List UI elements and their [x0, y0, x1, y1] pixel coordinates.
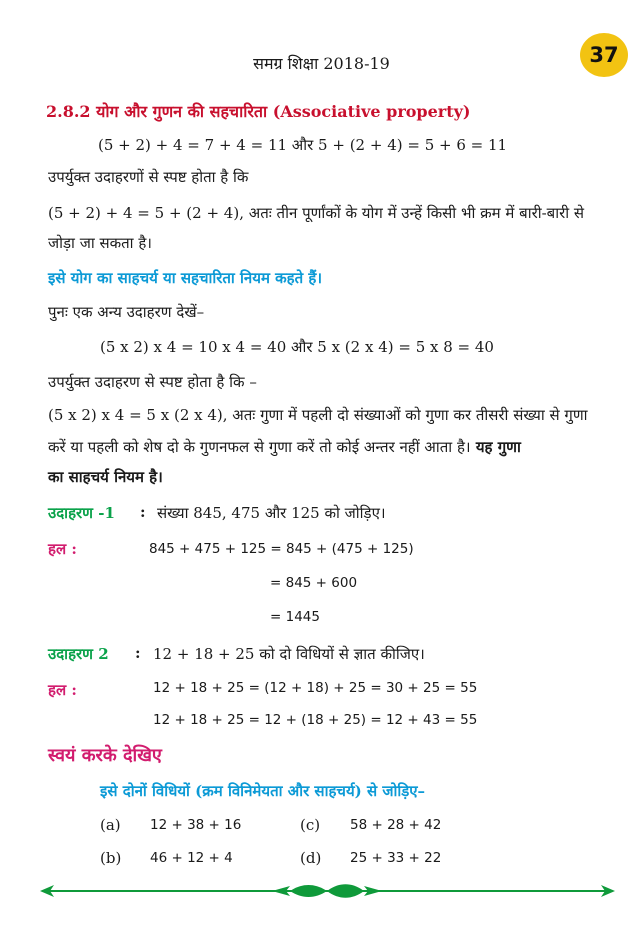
paragraph-line	[48, 437, 521, 457]
solution-label: हल :	[48, 540, 77, 558]
solution-label: हल :	[48, 681, 77, 699]
solution-step: 12 + 18 + 25 = 12 + (18 + 25) = 12 + 43 = 55	[153, 712, 478, 728]
multiplication-associative-rule: का साहचर्य नियम है।	[48, 468, 163, 486]
exercise-label: (c)	[300, 816, 321, 834]
solution-step: 12 + 18 + 25 = (12 + 18) + 25 = 30 + 25 = 55	[153, 680, 478, 696]
multiplication-rule-start: यह गुणा	[470, 438, 521, 456]
paragraph-line: उपर्युक्त उदाहरणों से स्पष्ट होता है कि	[48, 168, 249, 186]
practice-instruction: इसे दोनों विधियों (क्रम विनिमेयता और साहचर्य) से जोड़िए–	[100, 782, 426, 800]
page-number-badge: 37	[580, 33, 628, 77]
example-1-text: संख्या 845, 475 और 125 को जोड़िए।	[157, 504, 386, 522]
section-heading: 2.8.2 योग और गुणन की सहचारिता (Associative property)	[46, 102, 471, 121]
solution-step: = 845 + 600	[270, 575, 358, 591]
exercise-expression: 12 + 38 + 16	[150, 817, 242, 833]
practice-heading: स्वयं करके देखिए	[48, 745, 162, 766]
exercise-expression: 46 + 12 + 4	[150, 850, 233, 866]
solution-step: = 1445	[270, 609, 320, 625]
exercise-label: (b)	[100, 849, 122, 867]
paragraph-line: जोड़ा जा सकता है।	[48, 234, 152, 252]
exercise-label: (a)	[100, 816, 121, 834]
equation-multiplication: (5 x 2) x 4 = 10 x 4 = 40 और 5 x (2 x 4) = 5 x 8 = 40	[100, 338, 494, 356]
exercise-expression: 25 + 33 + 22	[350, 850, 442, 866]
example-colon: :	[140, 503, 146, 521]
example-2-label: उदाहरण 2	[48, 645, 109, 663]
paragraph-line: (5 + 2) + 4 = 5 + (2 + 4), अतः तीन पूर्णांकों के योग में उन्हें किसी भी क्रम में बारी-बारी से	[48, 204, 585, 222]
addition-associative-rule: इसे योग का साहचर्य या सहचारिता नियम कहते हैं।	[48, 269, 323, 287]
example-2-text: 12 + 18 + 25 को दो विधियों से ज्ञात कीजिए।	[153, 645, 425, 663]
decorative-divider	[40, 876, 615, 906]
solution-step: 845 + 475 + 125 = 845 + (475 + 125)	[149, 541, 414, 557]
exercise-expression: 58 + 28 + 42	[350, 817, 442, 833]
example-colon: :	[135, 644, 141, 662]
header-title: समग्र शिक्षा 2018-19	[253, 54, 390, 73]
paragraph-line: पुनः एक अन्य उदाहरण देखें–	[48, 303, 205, 321]
paragraph-line: (5 x 2) x 4 = 5 x (2 x 4), अतः गुणा में पहली दो संख्याओं को गुणा कर तीसरी संख्या से गुणा	[48, 406, 588, 424]
example-1-label: उदाहरण -1	[48, 504, 115, 522]
equation-addition: (5 + 2) + 4 = 7 + 4 = 11 और 5 + (2 + 4) = 5 + 6 = 11	[98, 136, 508, 154]
paragraph-line: उपर्युक्त उदाहरण से स्पष्ट होता है कि –	[48, 373, 257, 391]
paragraph-text: करें या पहली को शेष दो के गुणनफल से गुणा करें तो कोई अन्तर नहीं आता है।	[48, 438, 471, 456]
exercise-label: (d)	[300, 849, 322, 867]
